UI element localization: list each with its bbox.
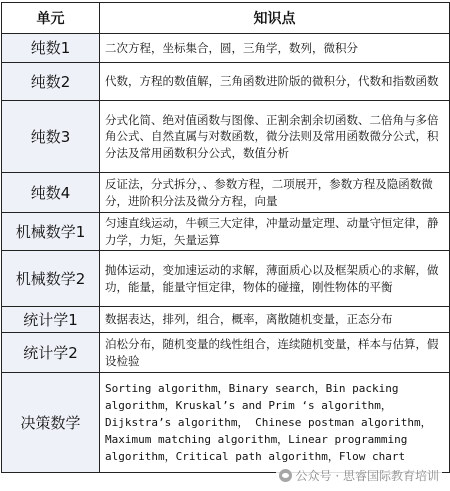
knowledge-cell: 反证法，分式拆分，、参数方程，二项展开，参数方程及隐函数微分，进阶积分法及微分方程，向量 [100,173,450,213]
table-row [2,213,450,251]
header-unit: 单元 [2,3,100,34]
knowledge-cell: 分式化简、绝对值函数与图像、正割余割余切函数、二倍角与多倍角公式、自然直属与对数函数，微分法则及常用函数微分公式，积分法及常用函数积分公式，数值分析 [100,101,450,173]
table-row [2,34,450,63]
knowledge-cell: 泊松分布，随机变量的线性组合，连续随机变量，样本与估算，假设检验 [100,333,450,373]
watermark-text: 公众号 · 思睿国际教育培训 [295,469,439,483]
syllabus-table [1,2,450,473]
table-row [2,101,450,173]
table-row [2,307,450,333]
table-row [2,173,450,213]
knowledge-cell: 二次方程，坐标集合，圆，三角学，数列，微积分 [100,34,450,63]
table-row [2,333,450,373]
knowledge-cell: 代数，方程的数值解，三角函数进阶版的微积分，代数和指数函数 [100,63,450,101]
unit-cell: 纯数1 [2,34,100,63]
table-row [2,373,450,473]
unit-cell: 机械数学2 [2,251,100,307]
unit-cell: 统计学2 [2,333,100,373]
unit-cell: 纯数2 [2,63,100,101]
knowledge-cell: 抛体运动，变加速运动的求解，薄面质心以及框架质心的求解，做功，能量，能量守恒定律，物体的碰撞，刚性物体的平衡 [100,251,450,307]
knowledge-cell: 数据表达，排列，组合，概率，离散随机变量，正态分布 [100,307,450,333]
table-header-row [2,3,450,34]
header-knowledge: 知识点 [100,3,450,34]
watermark [276,466,442,485]
unit-cell: 决策数学 [2,373,100,473]
unit-cell: 统计学1 [2,307,100,333]
unit-cell: 机械数学1 [2,213,100,251]
knowledge-cell: 匀速直线运动，牛顿三大定律，冲量动量定理、动量守恒定律，静力学，力矩，矢量运算 [100,213,450,251]
table-row [2,251,450,307]
table-row [2,63,450,101]
unit-cell: 纯数4 [2,173,100,213]
unit-cell: 纯数3 [2,101,100,173]
knowledge-cell: Sorting algorithm，Binary search，Bin packing algorithm，Kruskal’s and Prim ‘s algorithm，Dijkstra’s algorithm， Chinese postman algorithm，Maximum matching algorithm，Linear programming algorithm，Critical path algorithm，Flow chart [100,373,450,473]
wechat-icon [279,469,292,482]
